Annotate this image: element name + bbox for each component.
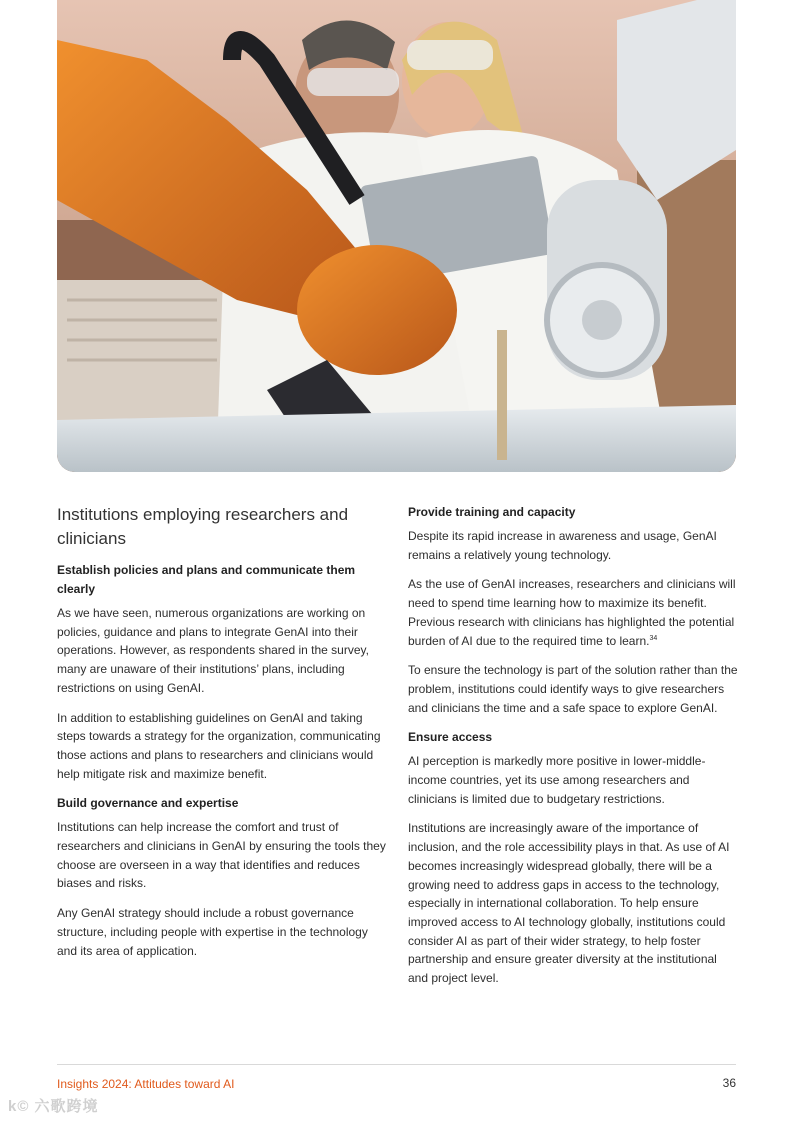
paragraph: In addition to establishing guidelines on GenAI and taking steps towards a strategy for the organization, communicating those actions and plans to researchers and clinicians would help mitigate risk and maximize benefit. — [57, 710, 381, 781]
lab-robot-arm-illustration — [57, 0, 736, 472]
subheading-governance: Build governance and expertise — [57, 796, 239, 811]
paragraph: Despite its rapid increase in awareness and usage, GenAI remains a relatively young technology. — [408, 529, 717, 562]
page-number: 36 — [722, 1076, 736, 1090]
reference-number: 34 — [649, 634, 658, 642]
paragraph: Institutions can help increase the comfort and trust of researchers and clinicians in GenAI by ensuring the tools they choose are overseen in a way that identifies and reduces biases and risks. — [57, 820, 386, 891]
footer-title: Insights 2024: Attitudes toward AI — [57, 1077, 235, 1091]
subheading-policies: Establish policies and plans and communicate them clearly — [57, 563, 356, 596]
paragraph: As we have seen, numerous organizations are working on policies, guidance and plans to integrate GenAI into their operations. However, as respondents shared in the survey, many are unaware of their institutions’ plans, including restrictions on using GenAI. — [57, 606, 369, 695]
left-column — [57, 503, 387, 971]
hero-photo — [57, 0, 736, 472]
paragraph-text: As the use of GenAI increases, researchers and clinicians will need to spend time learning how to maximize its benefit. Previous research with clinicians has highlighted the potential burden of AI due to the required time to learn. — [408, 577, 736, 648]
right-column — [408, 503, 738, 999]
paragraph: AI perception is markedly more positive in lower-middle-income countries, yet its use among researchers and clinicians is limited due to budgetary restrictions. — [408, 754, 706, 806]
paragraph-with-reference — [408, 575, 738, 650]
paragraph: To ensure the technology is part of the solution rather than the problem, institutions could identify ways to give researchers and clinicians the time and a safe space to explore GenAI. — [408, 663, 738, 715]
watermark: k© 六歌跨境 — [8, 1098, 99, 1115]
footer-divider — [57, 1064, 736, 1065]
section-heading: Institutions employing researchers and clinicians — [57, 505, 349, 548]
paragraph: Institutions are increasingly aware of the importance of inclusion, and the role accessibility plays in that. As use of AI becomes increasingly widespread globally, there will be a growing need to address gaps in access to the technology, especially in international collaboration. To help ensure improved access to AI technology globally, institutions could consider AI as part of their wider strategy, to help foster partnership and ensure greater diversity at the institutional and project level. — [408, 821, 730, 986]
paragraph: Any GenAI strategy should include a robust governance structure, including people with expertise in the technology and its area of application. — [57, 906, 368, 958]
subheading-training: Provide training and capacity — [408, 505, 576, 519]
subheading-access: Ensure access — [408, 730, 493, 745]
